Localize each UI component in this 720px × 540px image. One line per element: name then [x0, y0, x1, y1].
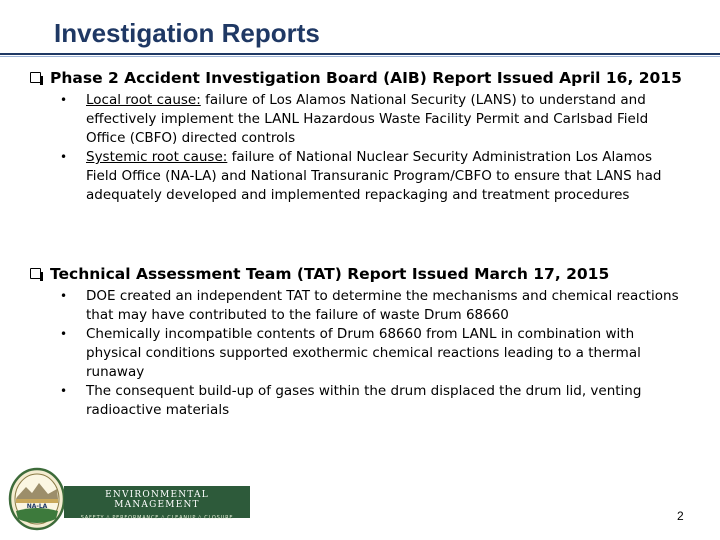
bullet-list: [30, 287, 710, 420]
checkbox-bullet-icon: [30, 268, 41, 279]
bullet-text: DOE created an independent TAT to determine the mechanisms and chemical reactions that may have contributed to the failure of waste Drum 68660: [86, 288, 679, 323]
title-rule: [0, 53, 720, 55]
bullet-dot-icon: •: [60, 327, 68, 341]
title-rule-accent: [0, 56, 720, 57]
slide-title: Investigation Reports: [54, 18, 320, 48]
environmental-management-banner: [64, 486, 250, 521]
bullet-lead: Local root cause:: [86, 92, 201, 108]
page-number: 2: [677, 509, 684, 523]
banner-title: ENVIRONMENTAL MANAGEMENT: [105, 490, 209, 510]
seal-icon: [8, 467, 66, 531]
bullet-dot-icon: •: [60, 384, 68, 398]
bullet-text: failure of National Nuclear Security Administration Los Alamos Field Office (NA-LA) and National Transuranic Program/CBFO to ensure that LANS had adequately developed and implemented repackaging and treatment procedures: [86, 149, 662, 203]
banner-subtitle: SAFETY ◊ PERFORMANCE ◊ CLEANUP ◊ CLOSURE: [80, 515, 234, 521]
section-tat-report: [30, 264, 710, 420]
list-item: [30, 287, 686, 325]
svg-text:NA-LA: NA-LA: [26, 503, 48, 510]
nala-seal-logo: [8, 467, 66, 535]
section-aib-report: [30, 68, 710, 205]
section-heading: Technical Assessment Team (TAT) Report Issued March 17, 2015: [30, 264, 710, 285]
bullet-lead: Systemic root cause:: [86, 149, 228, 165]
bullet-dot-icon: •: [60, 150, 68, 164]
bullet-text: Chemically incompatible contents of Drum 68660 from LANL in combination with physical conditions supported exothermic chemical reactions leading to a thermal runaway: [86, 326, 641, 380]
section-heading: Phase 2 Accident Investigation Board (AIB) Report Issued April 16, 2015: [30, 68, 710, 89]
bullet-text: failure of Los Alamos National Security (LANS) to understand and effectively implement the LANL Hazardous Waste Facility Permit and Carlsbad Field Office (CBFO) directed controls: [86, 92, 649, 146]
list-item: [30, 382, 686, 420]
bullet-dot-icon: •: [60, 93, 68, 107]
list-item: [30, 325, 686, 382]
checkbox-bullet-icon: [30, 72, 41, 83]
bullet-text: The consequent build-up of gases within the drum displaced the drum lid, venting radioactive materials: [86, 383, 642, 418]
list-item: [30, 148, 686, 205]
bullet-dot-icon: •: [60, 289, 68, 303]
list-item: [30, 91, 686, 148]
bullet-list: [30, 91, 710, 205]
